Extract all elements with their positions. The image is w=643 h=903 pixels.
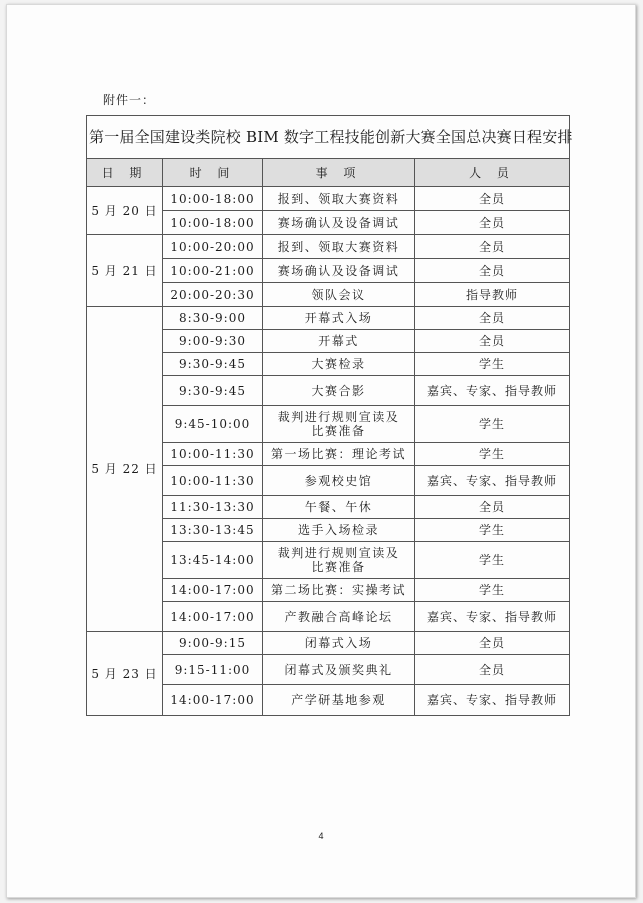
time-cell: 10:00-11:30: [163, 466, 263, 496]
time-cell: 8:30-9:00: [163, 307, 263, 330]
item-cell: 第二场比赛：实操考试: [263, 579, 415, 602]
item-cell: 午餐、午休: [263, 496, 415, 519]
item-cell: 闭幕式入场: [263, 632, 415, 655]
table-title: 第一届全国建设类院校 BIM 数字工程技能创新大赛全国总决赛日程安排: [87, 116, 570, 159]
time-cell: 10:00-21:00: [163, 259, 263, 283]
people-cell: 全员: [415, 655, 570, 685]
item-cell: 裁判进行规则宣读及比赛准备: [263, 406, 415, 443]
item-cell: 产教融合高峰论坛: [263, 602, 415, 632]
item-cell: 报到、领取大赛资料: [263, 235, 415, 259]
time-cell: 11:30-13:30: [163, 496, 263, 519]
attachment-label: 附件一：: [103, 93, 156, 107]
item-cell: 开幕式: [263, 330, 415, 353]
people-cell: 嘉宾、专家、指导教师: [415, 685, 570, 716]
people-cell: 学生: [415, 353, 570, 376]
item-cell: 参观校史馆: [263, 466, 415, 496]
time-cell: 9:45-10:00: [163, 406, 263, 443]
item-cell: 开幕式入场: [263, 307, 415, 330]
date-cell: 5 月 22 日: [87, 307, 163, 632]
people-cell: 全员: [415, 187, 570, 211]
item-cell: 大赛合影: [263, 376, 415, 406]
time-cell: 10:00-18:00: [163, 211, 263, 235]
people-cell: 全员: [415, 235, 570, 259]
people-cell: 学生: [415, 519, 570, 542]
date-cell: 5 月 23 日: [87, 632, 163, 716]
people-cell: 全员: [415, 632, 570, 655]
time-cell: 9:30-9:45: [163, 376, 263, 406]
item-cell: 大赛检录: [263, 353, 415, 376]
people-cell: 全员: [415, 307, 570, 330]
header-people: 人 员: [415, 159, 570, 187]
people-cell: 全员: [415, 211, 570, 235]
item-cell: 裁判进行规则宣读及比赛准备: [263, 542, 415, 579]
header-row: [87, 159, 570, 187]
people-cell: 嘉宾、专家、指导教师: [415, 602, 570, 632]
people-cell: 全员: [415, 259, 570, 283]
item-cell: 报到、领取大赛资料: [263, 187, 415, 211]
item-cell: 闭幕式及颁奖典礼: [263, 655, 415, 685]
date-cell: 5 月 21 日: [87, 235, 163, 307]
people-cell: 嘉宾、专家、指导教师: [415, 376, 570, 406]
people-cell: 学生: [415, 579, 570, 602]
time-cell: 9:00-9:30: [163, 330, 263, 353]
time-cell: 20:00-20:30: [163, 283, 263, 307]
time-cell: 13:30-13:45: [163, 519, 263, 542]
time-cell: 9:15-11:00: [163, 655, 263, 685]
header-item: 事 项: [263, 159, 415, 187]
time-cell: 14:00-17:00: [163, 579, 263, 602]
people-cell: 全员: [415, 496, 570, 519]
item-cell: 第一场比赛：理论考试: [263, 443, 415, 466]
item-cell: 领队会议: [263, 283, 415, 307]
header-time: 时 间: [163, 159, 263, 187]
time-cell: 10:00-18:00: [163, 187, 263, 211]
item-cell: 赛场确认及设备调试: [263, 211, 415, 235]
time-cell: 14:00-17:00: [163, 685, 263, 716]
people-cell: 学生: [415, 443, 570, 466]
table-row: [87, 307, 570, 330]
people-cell: 学生: [415, 542, 570, 579]
table-row: [87, 235, 570, 259]
page-number: 4: [318, 831, 324, 841]
time-cell: 10:00-20:00: [163, 235, 263, 259]
people-cell: 指导教师: [415, 283, 570, 307]
time-cell: 9:30-9:45: [163, 353, 263, 376]
document-page: [6, 4, 636, 898]
schedule-table: [86, 115, 573, 716]
table-title-row: [87, 116, 570, 159]
item-cell: 产学研基地参观: [263, 685, 415, 716]
time-cell: 9:00-9:15: [163, 632, 263, 655]
time-cell: 14:00-17:00: [163, 602, 263, 632]
people-cell: 学生: [415, 406, 570, 443]
table-row: [87, 632, 570, 655]
item-cell: 赛场确认及设备调试: [263, 259, 415, 283]
time-cell: 13:45-14:00: [163, 542, 263, 579]
table-row: [87, 187, 570, 211]
people-cell: 全员: [415, 330, 570, 353]
item-cell: 选手入场检录: [263, 519, 415, 542]
people-cell: 嘉宾、专家、指导教师: [415, 466, 570, 496]
header-date: 日 期: [87, 159, 163, 187]
time-cell: 10:00-11:30: [163, 443, 263, 466]
date-cell: 5 月 20 日: [87, 187, 163, 235]
